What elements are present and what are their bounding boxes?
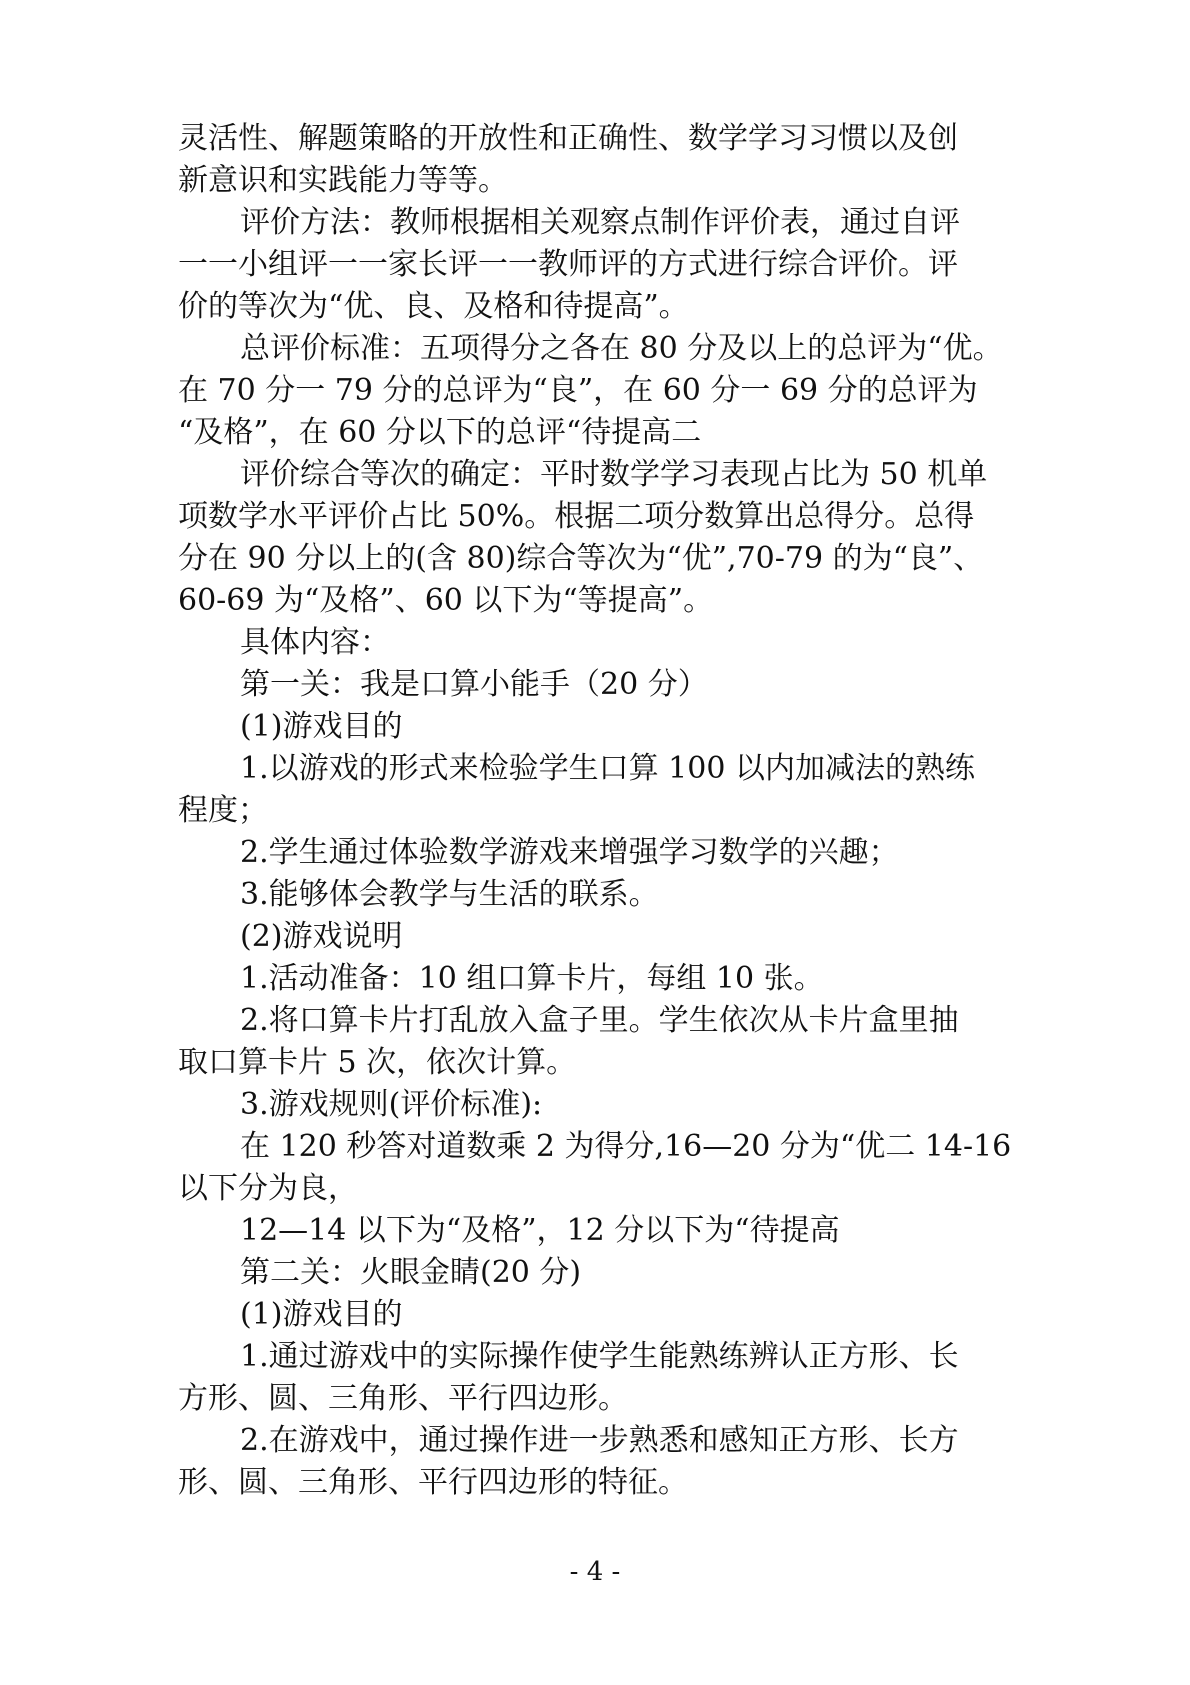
text-line: 以下分为良， (178, 1171, 358, 1206)
text-line: 在 120 秒答对道数乘 2 为得分,16—20 分为“优二 14-16 (240, 1129, 1012, 1164)
text-line: 总评价标准：五项得分之各在 80 分及以上的总评为“优。 (240, 331, 1003, 366)
text-line: 1.活动准备：10 组口算卡片，每组 10 张。 (240, 961, 824, 996)
text-line: 具体内容： (240, 625, 390, 660)
text-line: 新意识和实践能力等等。 (178, 163, 508, 198)
text-line: 方形、圆、三角形、平行四边形。 (178, 1381, 628, 1416)
text-line: 项数学水平评价占比 50%。根据二项分数算出总得分。总得 (178, 499, 975, 534)
text-line: 程度； (178, 793, 268, 828)
page-number: - 4 - (569, 1557, 621, 1587)
text-line: 第一关：我是口算小能手（20 分） (240, 667, 708, 702)
text-line: 灵活性、解题策略的开放性和正确性、数学学习习惯以及创 (178, 121, 958, 156)
text-line: 3.游戏规则(评价标准): (240, 1087, 543, 1122)
text-line: 第二关：火眼金睛(20 分) (240, 1255, 582, 1290)
text-line: 1.通过游戏中的实际操作使学生能熟练辨认正方形、长 (240, 1339, 959, 1374)
text-line: (1)游戏目的 (240, 709, 403, 744)
text-line: 价的等次为“优、良、及格和待提高”。 (178, 289, 689, 324)
text-line: 60-69 为“及格”、60 以下为“等提高”。 (178, 583, 714, 618)
text-line: 12—14 以下为“及格”，12 分以下为“待提高 (240, 1213, 840, 1248)
text-line: 一一小组评一一家长评一一教师评的方式进行综合评价。评 (178, 247, 958, 282)
text-line: 3.能够体会教学与生活的联系。 (240, 877, 659, 912)
text-line: 评价方法：教师根据相关观察点制作评价表，通过自评 (240, 205, 960, 240)
text-line: (1)游戏目的 (240, 1297, 403, 1332)
text-line: (2)游戏说明 (240, 919, 403, 954)
text-line: 评价综合等次的确定：平时数学学习表现占比为 50 机单 (240, 457, 988, 492)
document-body (178, 118, 1020, 1504)
text-line: 在 70 分一 79 分的总评为“良”，在 60 分一 69 分的总评为 (178, 373, 978, 408)
text-line: 1.以游戏的形式来检验学生口算 100 以内加减法的熟练 (240, 751, 975, 786)
text-line: 2.将口算卡片打乱放入盒子里。学生依次从卡片盒里抽 (240, 1003, 959, 1038)
text-line: 2.在游戏中，通过操作进一步熟悉和感知正方形、长方 (240, 1423, 959, 1458)
text-line: 取口算卡片 5 次，依次计算。 (178, 1045, 577, 1080)
text-line: 2.学生通过体验数学游戏来增强学习数学的兴趣； (240, 835, 899, 870)
text-line: 分在 90 分以上的(含 80)综合等次为“优”,70-79 的为“良”、 (178, 541, 984, 576)
text-line: 形、圆、三角形、平行四边形的特征。 (178, 1465, 688, 1500)
text-line: “及格”，在 60 分以下的总评“待提高二 (178, 415, 702, 450)
